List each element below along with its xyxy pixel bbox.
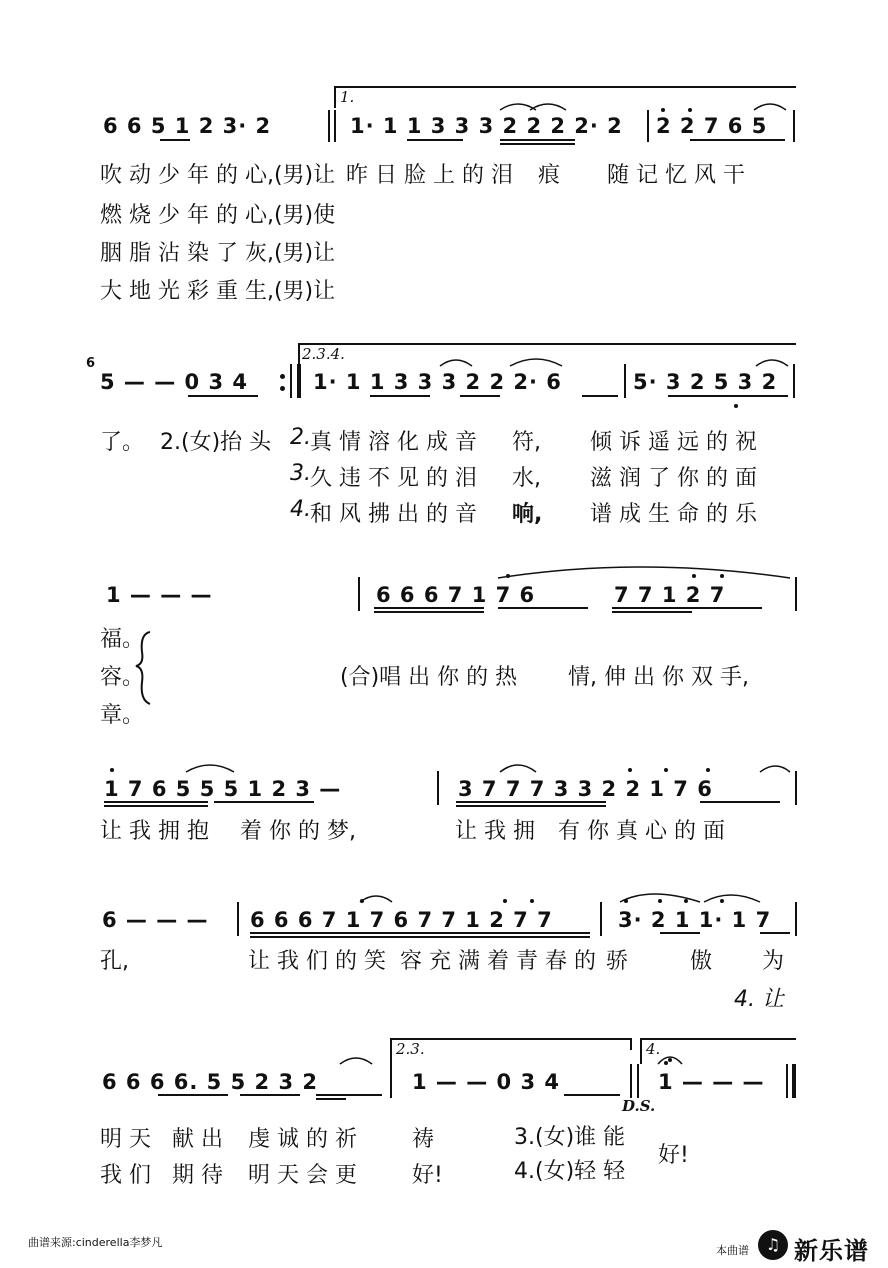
fermata-dot [668,1058,672,1062]
notes-line6-b: 1 — — 0 3 4 [412,1070,561,1094]
verse-2-c: 倾 诉 遥 远 的 祝 [590,430,757,455]
verse-4-c: 谱 成 生 命 的 乐 [590,502,757,527]
lyrics-line1-a: 吹 动 少 年 的 心,(男)让 [100,163,336,188]
tie [756,360,788,366]
notes-line6-c: 1 — — — [658,1070,765,1094]
notes-line4-a: 1 7 6 5 5 5 1 2 3 — [104,777,342,801]
verse-3-b: 水, [512,466,541,491]
verse-2-a: 真 情 溶 化 成 音 [310,430,477,455]
lyrics-line1-c: 痕 [538,163,561,188]
lyrics-line5-c: 容 充 满 着 青 春 的 [400,949,596,974]
lyrics-line1-b: 昨 日 脸 上 的 泪 [346,163,513,188]
verse-3-c: 滋 润 了 你 的 面 [590,466,757,491]
verse-3-number: 3. [290,461,311,486]
lyrics-line6-a1: 明 天 [100,1127,151,1152]
notes-line5-a: 6 — — — [102,908,209,932]
notes-line1-b: 1· 1 1 3 3 3 2 2 2 2· 2 [350,114,623,138]
tie [704,895,760,902]
lyrics-line5-extra: 4. 让 [734,987,784,1012]
notes-line4-b: 3 7 7 7 3 3 2 2 1 7 6 [458,777,713,801]
volta-234-label: 2.3.4. [302,345,345,363]
lyrics-line6-b1: 我 们 [100,1163,151,1188]
brace [136,632,150,704]
verse-2-line1: 燃 烧 少 年 的 心,(男)使 [100,203,336,228]
tie [186,765,234,772]
notes-line1-c: 2 2 7 6 5 [656,114,768,138]
lyrics-line1-d: 随 记 忆 风 干 [607,163,745,188]
tie [510,359,562,366]
notes-line5-c: 3· 2 1 1· 1 7 [618,908,772,932]
lyrics-line6-a4: 祷 [412,1127,435,1152]
verse-4-a: 和 风 拂 出 的 音 [310,502,477,527]
lyrics-line6-a2: 献 出 [172,1127,223,1152]
verse-3-line1: 胭 脂 沾 染 了 灰,(男)让 [100,241,336,266]
tie [340,1058,372,1064]
tie [620,894,700,902]
final-lyric: 好! [658,1143,689,1168]
notes-line2-a: 5 — — 0 3 4 [100,370,249,394]
tie [498,567,790,578]
lyrics-line3-a: (合)唱 出 你 的 热 [340,665,518,690]
lyrics-line3-b: 情, 伸 出 你 双 手, [568,665,749,690]
lyrics-line6-b3: 明 天 会 更 [248,1163,357,1188]
volta-4-label: 4. [646,1040,661,1058]
verse-4-number: 4. [290,497,311,522]
verse-tag-4: 4.(女)轻 轻 [514,1159,626,1184]
music-note-icon: ♫ [758,1230,788,1260]
lyrics-line5-d: 骄 [606,949,629,974]
notes-line2-c: 5· 3 2 5 3 2 [633,370,778,394]
notes-line6-a: 6 6 6 6. 5 5 2 3 2 [102,1070,318,1094]
brand-logo: 新乐谱 [794,1237,869,1265]
volta-1-label: 1. [340,88,355,106]
notes-line3-b: 6 6 6 7 1 7 6 [376,583,536,607]
score-source: 曲谱来源:cinderella李梦凡 [28,1236,163,1249]
notes-line1-a: 6 6 5 1 2 3· 2 [103,114,272,138]
dal-segno-mark: D.S. [622,1097,656,1115]
lyrics-line2-pre-b: 2.(女)抬 头 [160,430,272,455]
tie [754,104,786,110]
volta-23-label: 2.3. [396,1040,425,1058]
verse-tag-3: 3.(女)谁 能 [514,1125,626,1150]
tie [360,896,392,902]
verse-4-line1: 大 地 光 彩 重 生,(男)让 [100,279,336,304]
notes-line3-c: 7 7 1 2 7 [614,583,726,607]
notes-line3-a: 1 — — — [106,583,213,607]
tie [440,360,472,366]
lyrics-line4-a: 让 我 拥 抱 [100,819,209,844]
grace-note: 6 [86,356,96,371]
notes-line5-b: 6 6 6 7 1 7 6 7 7 1 2 7 7 [250,908,553,932]
lyrics-line5-e: 傲 [690,949,713,974]
lyrics-line5-b: 让 我 们 的 笑 [248,949,386,974]
lyrics-line5-a: 孔, [100,949,129,974]
notes-line2-b: 1· 1 1 3 3 3 2 2 2· 6 [313,370,562,394]
lyrics-line4-b: 着 你 的 梦, [240,819,356,844]
lyrics-line4-c: 让 我 拥 [455,819,535,844]
lyrics-line6-b2: 期 待 [172,1163,223,1188]
verse-2-number: 2. [290,425,311,450]
ending-verse-2: 福。 [100,627,145,652]
ending-verse-4: 章。 [100,703,145,728]
score-label: 本曲谱 [716,1244,749,1257]
tie [760,766,790,772]
lyrics-line2-pre-a: 了。 [100,430,145,455]
verse-2-b: 符, [512,430,541,455]
verse-3-a: 久 违 不 见 的 泪 [310,466,477,491]
lyrics-line6-a3: 虔 诚 的 祈 [248,1127,357,1152]
tie [500,765,536,772]
lyrics-line6-b4: 好! [412,1163,443,1188]
lyrics-line4-d: 有 你 真 心 的 面 [558,819,725,844]
lyrics-line5-f: 为 [762,949,785,974]
ending-verse-3: 容。 [100,665,145,690]
verse-4-b: 响, [512,502,543,527]
